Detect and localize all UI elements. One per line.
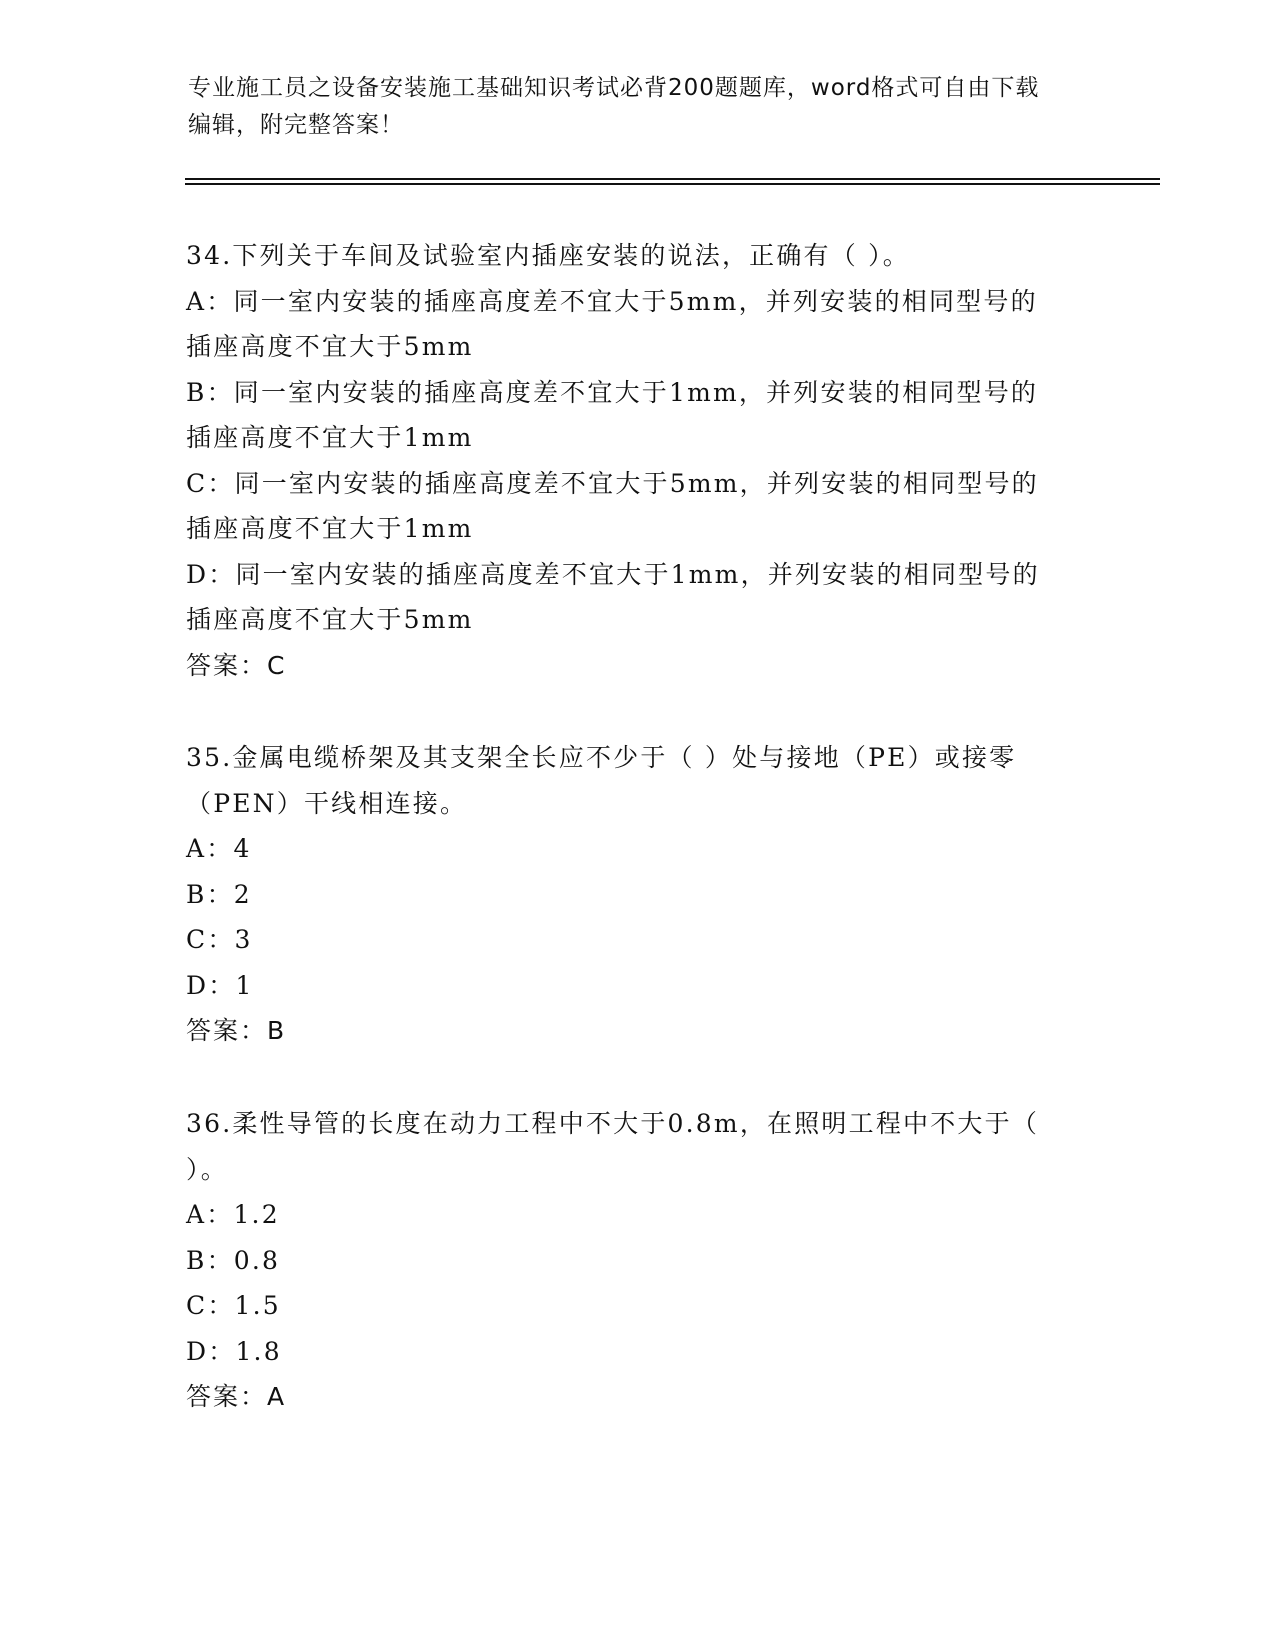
question-stem-continued: （PEN）干线相连接。 (186, 788, 468, 818)
question-35 (186, 735, 1086, 1054)
option-a: A：4 (186, 834, 252, 863)
option-c: C：同一室内安装的插座高度差不宜大于5mm，并列安装的相同型号的 (186, 468, 1039, 498)
question-stem: 35.金属电缆桥架及其支架全长应不少于（ ）处与接地（PE）或接零 (186, 743, 1017, 772)
answer-value: C (267, 650, 285, 680)
option-d: D：1 (186, 970, 254, 1000)
option-c-continued: 插座高度不宜大于1mm (186, 514, 474, 543)
header-line-1: 专业施工员之设备安装施工基础知识考试必背200题题库，word格式可自由下载 (188, 75, 1040, 101)
document-header (188, 70, 1088, 144)
answer-line (186, 1374, 1086, 1420)
option-b: B：0.8 (186, 1245, 281, 1275)
answer-label: 答案： (186, 1016, 268, 1045)
option-a-continued: 插座高度不宜大于5mm (186, 332, 474, 361)
option-b-continued: 插座高度不宜大于1mm (186, 423, 474, 452)
question-34 (186, 233, 1086, 688)
option-d: D：1.8 (186, 1336, 282, 1366)
option-d-continued: 插座高度不宜大于5mm (186, 605, 474, 634)
option-d: D：同一室内安装的插座高度差不宜大于1mm，并列安装的相同型号的 (186, 559, 1040, 589)
answer-line (186, 1008, 1086, 1054)
header-divider-bottom (185, 183, 1160, 185)
option-a: A：同一室内安装的插座高度差不宜大于5mm，并列安装的相同型号的 (186, 286, 1038, 316)
header-divider-top (185, 178, 1160, 180)
answer-value: A (267, 1382, 285, 1411)
question-stem: 34.下列关于车间及试验室内插座安装的说法，正确有（ ）。 (186, 241, 911, 270)
option-b: B：2 (186, 879, 252, 909)
question-stem: 36.柔性导管的长度在动力工程中不大于0.8m，在照明工程中不大于（ (186, 1109, 1040, 1138)
option-b: B：同一室内安装的插座高度差不宜大于1mm，并列安装的相同型号的 (186, 377, 1039, 407)
header-line-2: 编辑，附完整答案！ (188, 112, 404, 138)
answer-value: B (267, 1016, 285, 1045)
answer-label: 答案： (186, 650, 268, 680)
option-a: A：1.2 (186, 1200, 280, 1229)
option-c: C：3 (186, 925, 253, 954)
option-c: C：1.5 (186, 1291, 281, 1320)
answer-line (186, 643, 1086, 689)
question-stem-continued: ）。 (186, 1154, 228, 1184)
question-36 (186, 1101, 1086, 1420)
answer-label: 答案： (186, 1382, 268, 1411)
